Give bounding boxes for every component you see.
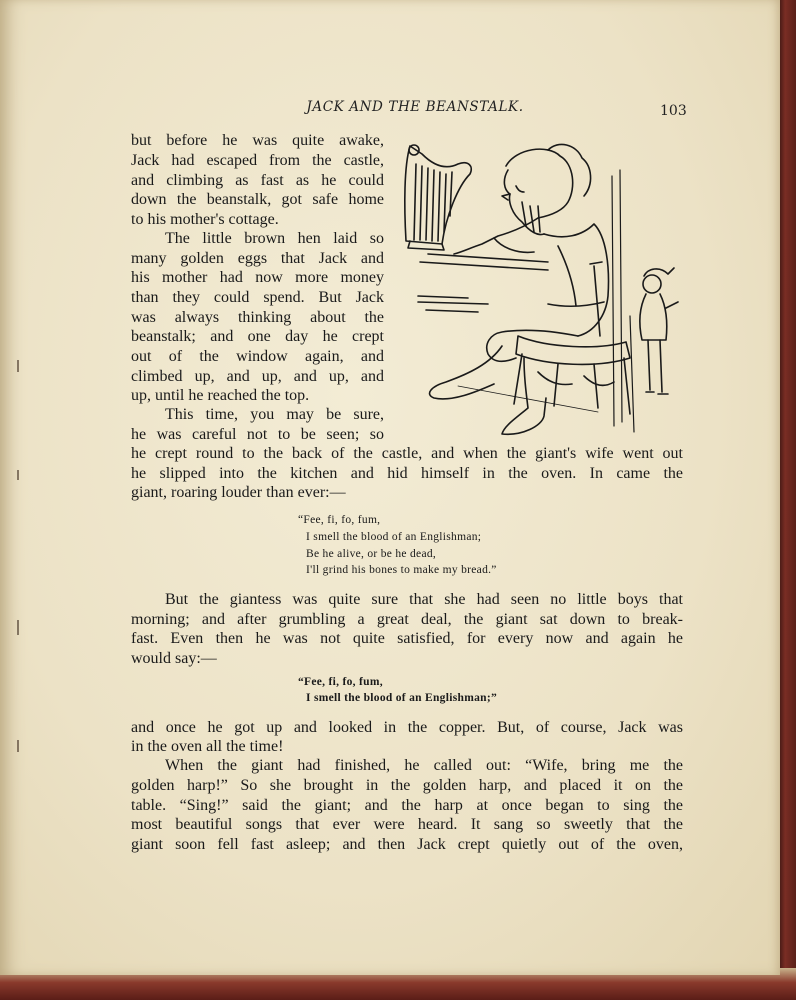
text-line: his mother had now more money	[131, 269, 384, 286]
text-line: he crept round to the back of the castle, and when the giant's wife went out	[131, 445, 683, 462]
giant-harp-illustration	[398, 136, 680, 436]
gutter-marks	[15, 360, 21, 760]
text-line: When the giant had finished, he called out: “Wife, bring me the	[165, 757, 683, 774]
text-line: Jack had escaped from the castle,	[131, 152, 384, 169]
text-line: beanstalk; and one day he crept	[131, 328, 384, 345]
text-line: golden harp!” So she brought in the golden harp, and placed it on the	[131, 777, 683, 794]
text-line: would say:—	[131, 650, 217, 667]
text-line: many golden eggs that Jack and	[131, 250, 384, 267]
text-line: to his mother's cottage.	[131, 211, 279, 228]
verse-line: I'll grind his bones to make my bread.”	[306, 564, 497, 576]
text-line: giant, roaring louder than ever:—	[131, 484, 346, 501]
verse-line: “Fee, fi, fo, fum,	[298, 514, 381, 526]
running-title: JACK AND THE BEANSTALK.	[306, 99, 524, 115]
text-line: and once he got up and looked in the copper. But, of course, Jack was	[131, 719, 683, 736]
jack-drawing	[640, 268, 678, 394]
text-line: than they could spend. But Jack	[131, 289, 384, 306]
text-line: most beautiful songs that ever were heard. It sang so sweetly that the	[131, 816, 683, 833]
harp-drawing	[405, 145, 471, 250]
book-cover-edge	[778, 0, 796, 1000]
verse-line: Be he alive, or be he dead,	[306, 548, 437, 560]
text-line: This time, you may be sure,	[165, 406, 384, 423]
text-line: he was careful not to be seen; so	[131, 426, 384, 443]
text-line: But the giantess was quite sure that she had seen no little boys that	[165, 591, 683, 608]
text-line: up, until he reached the top.	[131, 387, 310, 404]
text-line: he slipped into the kitchen and hid himself in the oven. In came the	[131, 465, 683, 482]
verse-line: I smell the blood of an Englishman;”	[306, 692, 497, 704]
text-line: and climbing as fast as he could	[131, 172, 384, 189]
verse-line: “Fee, fi, fo, fum,	[298, 676, 383, 688]
text-line: out of the window again, and	[131, 348, 384, 365]
text-line: fast. Even then he was not quite satisfied, for every now and again he	[131, 630, 683, 647]
text-line: was always thinking about the	[131, 309, 384, 326]
text-line: giant soon fell fast asleep; and then Jack crept quietly out of the oven,	[131, 836, 683, 853]
text-line: down the beanstalk, got safe home	[131, 191, 384, 208]
verse-line: I smell the blood of an Englishman;	[306, 531, 482, 543]
text-line: morning; and after grumbling a great deal, the giant sat down to break-	[131, 611, 683, 628]
page-number: 103	[660, 103, 687, 119]
text-line: The little brown hen laid so	[165, 230, 384, 247]
text-line: in the oven all the time!	[131, 738, 284, 755]
text-line: but before he was quite awake,	[131, 132, 384, 149]
text-line: climbed up, and up, and up, and	[131, 368, 384, 385]
text-line: table. “Sing!” said the giant; and the harp at once began to sing the	[131, 797, 683, 814]
